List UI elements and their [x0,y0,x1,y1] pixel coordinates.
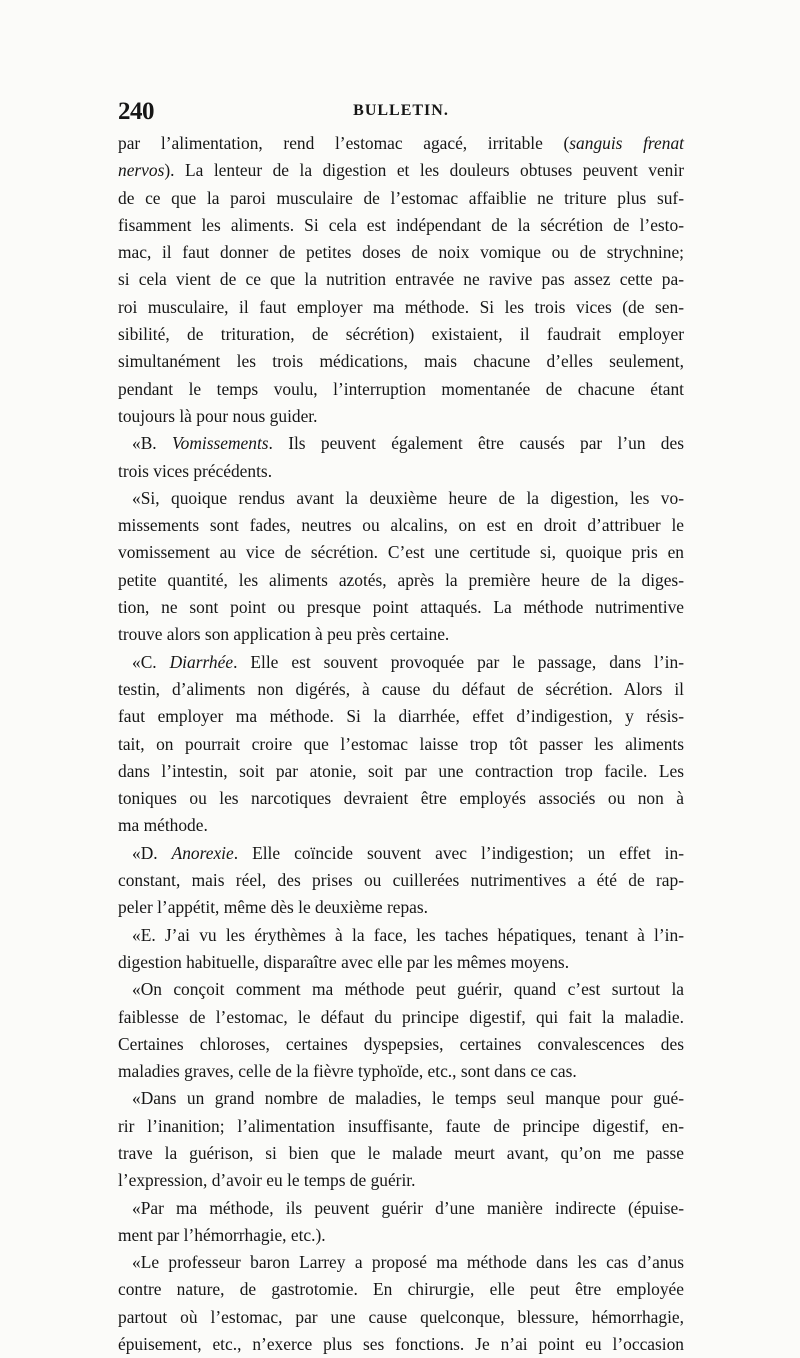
body-text [118,130,684,1358]
text-line: toniques ou les narcotiques devraient être employés associés ou non à [118,788,684,809]
text-line: testin, d’aliments non digérés, à cause du défaut de sécrétion. Alors il [118,678,684,699]
text-line: pendant le temps voulu, l’interruption momentanée de chacune étant [118,378,684,399]
text-line: trave la guérison, si bien que le malade meurt avant, qu’on me passe [118,1142,684,1163]
page-header [118,98,684,126]
text-line: nervos). La lenteur de la digestion et les douleurs obtuses peuvent venir [118,160,684,181]
text-line: «D. Anorexie. Elle coïncide souvent avec l’indigestion; un effet in- [132,842,684,863]
italic-term: nervos [118,160,165,181]
running-head: BULLETIN. [353,102,449,119]
text-line: faut employer ma méthode. Si la diarrhée, effet d’indigestion, y résis- [118,706,684,727]
text-line: «Par ma méthode, ils peuvent guérir d’une manière indirecte (épuise- [132,1197,684,1218]
text-line: «Si, quoique rendus avant la deuxième heure de la digestion, les vo- [132,487,684,508]
text-line: rir l’inanition; l’alimentation insuffisante, faute de principe digestif, en- [118,1115,684,1136]
text-line: ma méthode. [118,815,208,836]
text-line: trouve alors son application à peu près certaine. [118,624,450,645]
text-line: maladies graves, celle de la fièvre typhoïde, etc., sont dans ce cas. [118,1061,577,1082]
text-line: épuisement, etc., n’exerce plus ses fonctions. Je n’ai point eu l’occasion [118,1334,684,1355]
text-line: sibilité, de trituration, de sécrétion) existaient, il faudrait employer [118,324,684,345]
text-line: l’expression, d’avoir eu le temps de guérir. [118,1170,416,1191]
text-line: dans l’intestin, soit par atonie, soit par une contraction trop facile. Les [118,760,684,781]
text-line: «B. Vomissements. Ils peuvent également être causés par l’un des [132,433,684,454]
text-line: faiblesse de l’estomac, le défaut du principe digestif, qui fait la maladie. [118,1006,684,1027]
text-line: petite quantité, les aliments azotés, après la première heure de la diges- [118,569,684,590]
italic-term: Vomissements [171,433,269,454]
text-line: «On conçoit comment ma méthode peut guérir, quand c’est surtout la [132,979,684,1000]
text-line: contre nature, de gastrotomie. En chirurgie, elle peut être employée [118,1279,684,1300]
text-line: mac, il faut donner de petites doses de noix vomique ou de strychnine; [118,242,684,263]
text-line: «Le professeur baron Larrey a proposé ma méthode dans les cas d’anus [132,1252,684,1273]
page-number: 240 [118,98,154,125]
text-line: fisamment les aliments. Si cela est indépendant de la sécrétion de l’esto- [118,214,684,235]
text-line: «E. J’ai vu les érythèmes à la face, les taches hépatiques, tenant à l’in- [132,924,684,945]
italic-term: Anorexie [171,842,234,863]
text-line: toujours là pour nous guider. [118,405,318,426]
text-line: ment par l’hémorrhagie, etc.). [118,1224,326,1245]
text-line: «C. Diarrhée. Elle est souvent provoquée par le passage, dans l’in- [132,651,684,672]
text-line: si cela vient de ce que la nutrition entravée ne ravive pas assez cette pa- [118,269,684,290]
text-line: missements sont fades, neutres ou alcalins, on est en droit d’attribuer le [118,515,684,536]
text-line: tait, on pourrait croire que l’estomac laisse trop tôt passer les aliments [118,733,684,754]
text-line: Certaines chloroses, certaines dyspepsies, certaines convalescences des [118,1033,684,1054]
text-line: peler l’appétit, même dès le deuxième repas. [118,897,428,918]
text-line: trois vices précédents. [118,460,273,481]
text-line: vomissement au vice de sécrétion. C’est une certitude si, quoique pris en [118,542,684,563]
text-line: partout où l’estomac, par une cause quelconque, blessure, hémorrhagie, [118,1306,684,1327]
text-line: de ce que la paroi musculaire de l’estomac affaiblie ne triture plus suf- [118,187,684,208]
text-line: roi musculaire, il faut employer ma méthode. Si les trois vices (de sen- [118,296,684,317]
text-line: digestion habituelle, disparaître avec elle par les mêmes moyens. [118,951,570,972]
text-line: simultanément les trois médications, mais chacune d’elles seulement, [118,351,684,372]
text-line: tion, ne sont point ou presque point attaqués. La méthode nutrimentive [118,597,684,618]
text-line: «Dans un grand nombre de maladies, le temps seul manque pour gué- [132,1088,684,1109]
italic-term: sanguis frenat [569,133,684,153]
text-line: constant, mais réel, des prises ou cuillerées nutrimentives a été de rap- [118,870,684,891]
italic-term: Diarrhée [169,651,234,672]
text-line: par l’alimentation, rend l’estomac agacé, irritable (sanguis frenat [118,133,684,153]
